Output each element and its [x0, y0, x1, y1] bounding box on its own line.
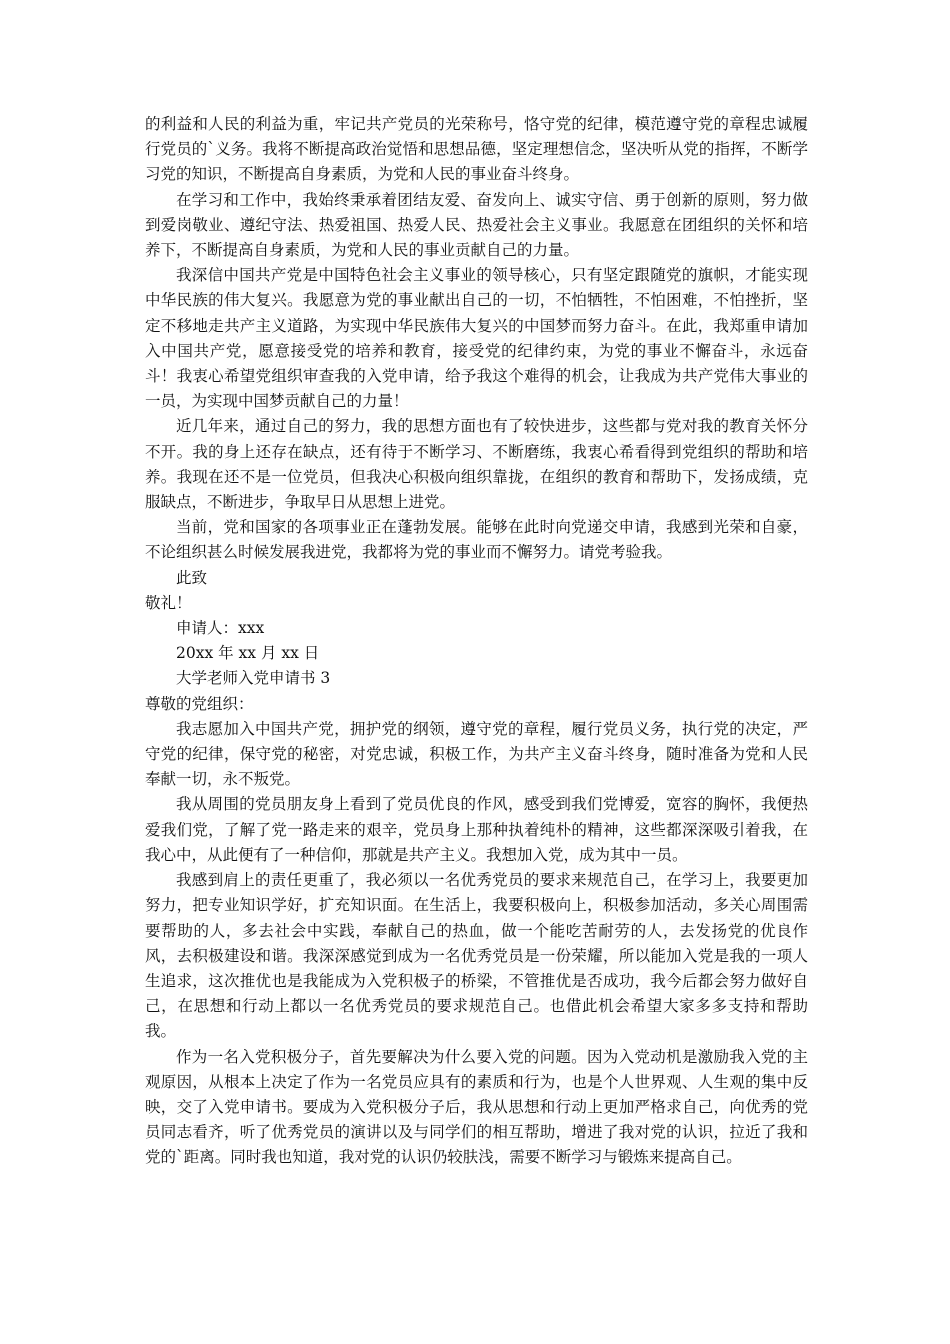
paragraph-2: 在学习和工作中，我始终秉承着团结友爱、奋发向上、诚实守信、勇于创新的原则，努力做到爱岗敬业、遵纪守法、热爱祖国、热爱人民、热爱社会主义事业。我愿意在团组织的关怀和培养下，不断提高自身素质，为党和人民的事业贡献自己的力量。 [145, 190, 808, 260]
greeting-line: 尊敬的党组织： [145, 694, 254, 713]
paragraph-7: 我从周围的党员朋友身上看到了党员优良的作风，感受到我们党博爱，宽容的胸怀，我便热爱我们党，了解了党一路走来的艰辛，党员身上那种执着纯朴的精神，这些都深深吸引着我，在我心中，从此便有了一种信仰，那就是共产主义。我想加入党，成为其中一员。 [145, 795, 808, 864]
paragraph-3: 我深信中国共产党是中国特色社会主义事业的领导核心，只有坚定跟随党的旗帜，才能实现中华民族的伟大复兴。我愿意为党的事业献出自己的一切，不怕牺牲，不怕困难，不怕挫折，坚定不移地走共产主义道路，为实现中华民族伟大复兴的中国梦而努力奋斗。在此，我郑重申请加入中国共产党，愿意接受党的培养和教育，接受党的纪律约束，为党的事业不懈奋斗，永远奋斗！我衷心希望党组织审查我的入党申请，给予我这个难得的机会，让我成为共产党伟大事业的一员，为实现中国梦贡献自己的力量！ [145, 266, 808, 411]
paragraph-6: 我志愿加入中国共产党，拥护党的纲领，遵守党的章程，履行党员义务，执行党的决定，严守党的纪律，保守党的秘密，对党忠诚，积极工作，为共产主义奋斗终身，随时准备为党和人民奉献一切，永不叛党。 [145, 719, 808, 789]
section-title: 大学老师入党申请书 3 [176, 669, 331, 688]
paragraph-9: 作为一名入党积极分子，首先要解决为什么要入党的问题。因为入党动机是激励我入党的主观原因，从根本上决定了作为一名党员应具有的素质和行为，也是个人世界观、人生观的集中反映，交了入党申请书。要成为入党积极分子后，我从思想和行动上更加严格求自己，向优秀的党员同志看齐，听了优秀党员的演讲以及与同学们的相互帮助，增进了我对党的认识，拉近了我和党的`距离。同时我也知道，我对党的认识仍较肤浅，需要不断学习与锻炼来提高自己。 [145, 1047, 808, 1167]
applicant-line: 申请人：xxx [176, 619, 265, 638]
paragraph-4: 近几年来，通过自己的努力，我的思想方面也有了较快进步，这些都与党对我的教育关怀分不开。我的身上还存在缺点，还有待于不断学习、不断磨练，我衷心希看得到党组织的帮助和培养。我现在还不是一位党员，但我决心积极向组织靠拢，在组织的教育和帮助下，发扬成绩，克服缺点，不断进步，争取早日从思想上进党。 [145, 417, 808, 512]
salute-line: 敬礼！ [145, 593, 192, 612]
closing-line: 此致 [176, 568, 208, 587]
date-line: 20xx 年 xx 月 xx 日 [176, 644, 320, 663]
paragraph-1: 的利益和人民的利益为重，牢记共产党员的光荣称号，恪守党的纪律，模范遵守党的章程忠诚履行党员的`义务。我将不断提高政治觉悟和思想品德，坚定理想信念，坚决听从党的指挥，不断学习党的知识，不断提高自身素质，为党和人民的事业奋斗终身。 [145, 115, 808, 184]
paragraph-5: 当前，党和国家的各项事业正在蓬勃发展。能够在此时向党递交申请，我感到光荣和自豪，不论组织甚么时候发展我进党，我都将为党的事业而不懈努力。请党考验我。 [145, 518, 808, 562]
paragraph-8: 我感到肩上的责任更重了，我必须以一名优秀党员的要求来规范自己，在学习上，我要更加努力，把专业知识学好，扩充知识面。在生活上，我要积极向上，积极参加活动，多关心周围需要帮助的人，多去社会中实践，奉献自己的热血，做一个能吃苦耐劳的人，去发扬党的优良作风，去积极建设和谐。我深深感觉到成为一名优秀党员是一份荣耀，所以能加入党是我的一项人生追求，这次推优也是我能成为入党积极子的桥梁，不管推优是否成功，我今后都会努力做好自己，在思想和行动上都以一名优秀党员的要求规范自己。也借此机会希望大家多多支持和帮助我。 [145, 871, 808, 1041]
document-page [145, 112, 808, 1171]
